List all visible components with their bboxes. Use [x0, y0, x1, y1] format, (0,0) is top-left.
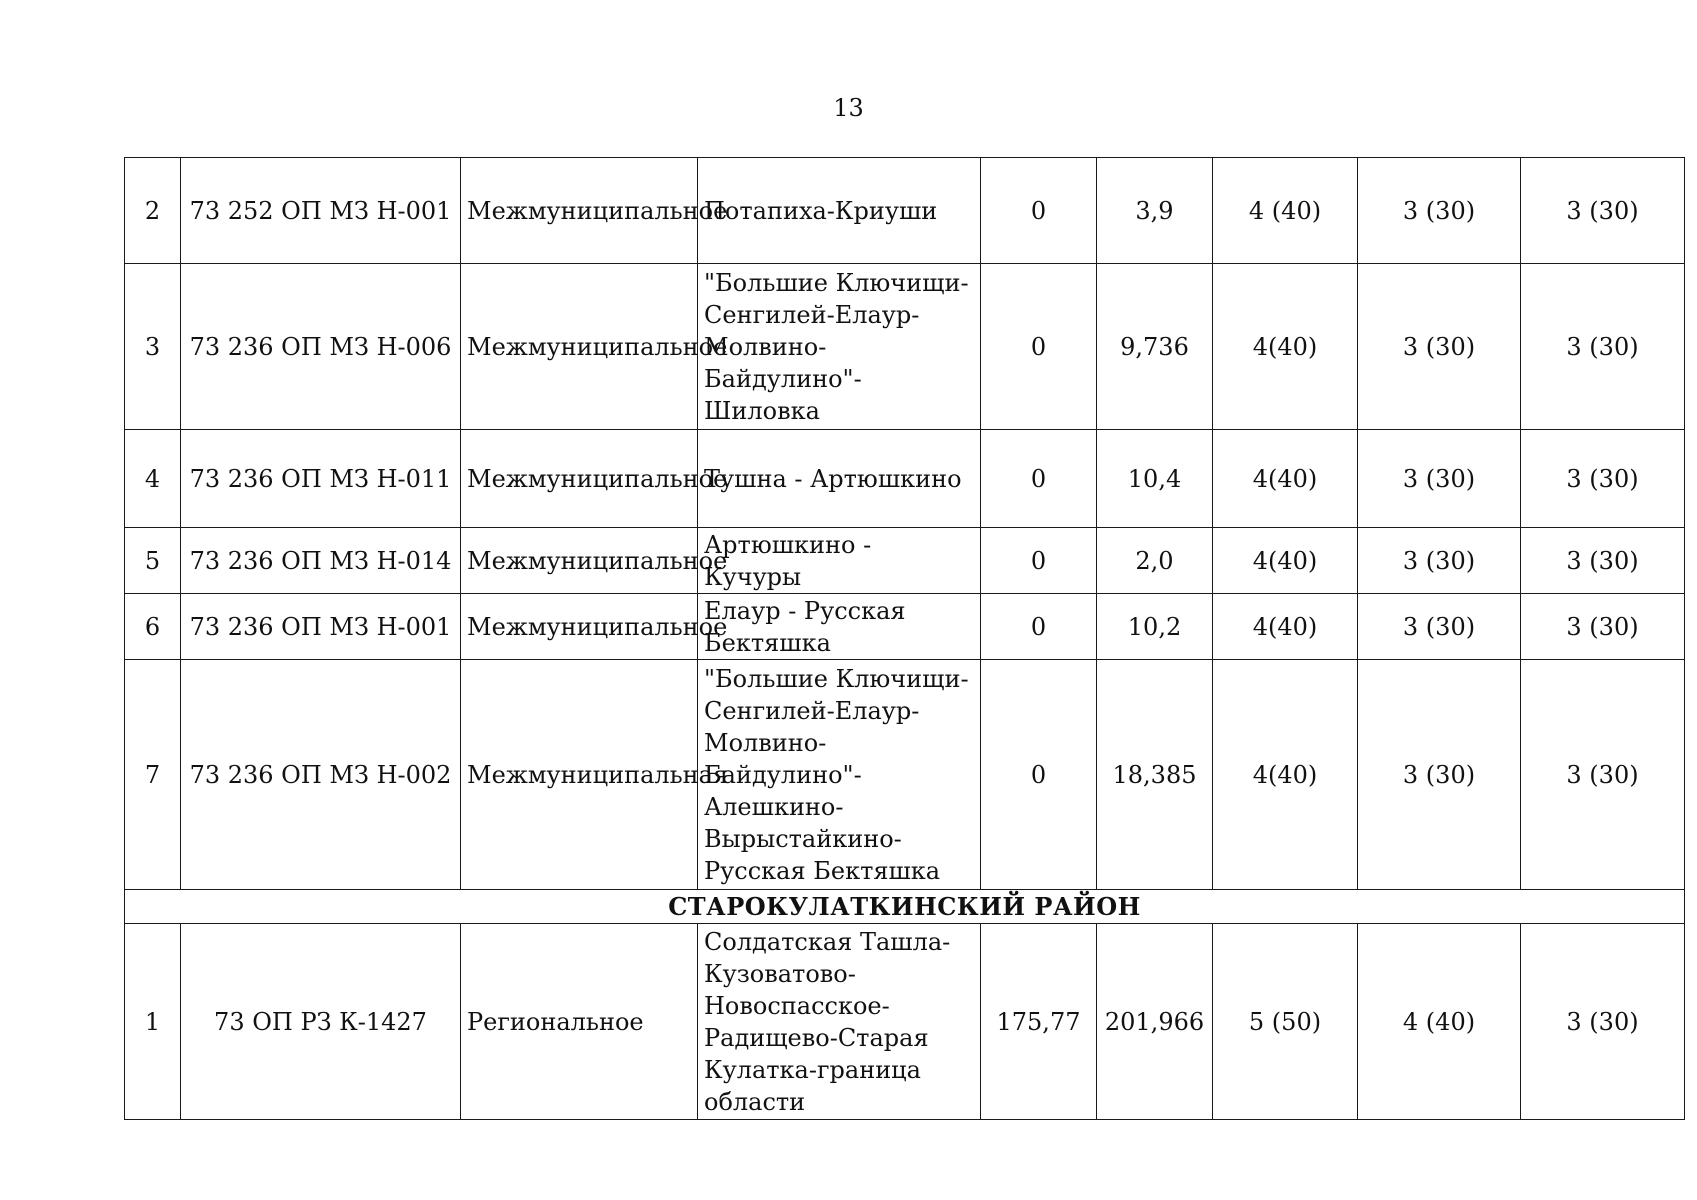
road-name: "Большие Ключищи-Сенгилей-Елаур-Молвино-Байдулино"-Шиловка — [698, 264, 981, 430]
row-number: 2 — [125, 158, 181, 264]
value-class-1: 5 (50) — [1213, 924, 1358, 1120]
road-significance: Региональное — [461, 924, 698, 1120]
table-row — [125, 924, 1685, 1120]
road-significance: Межмуниципальное — [461, 430, 698, 528]
value-class-2: 3 (30) — [1358, 430, 1521, 528]
road-name: Потапиха-Криуши — [698, 158, 981, 264]
value-class-2: 3 (30) — [1358, 594, 1521, 660]
value-class-3: 3 (30) — [1521, 430, 1685, 528]
value-end: 18,385 — [1097, 660, 1213, 890]
value-class-1: 4(40) — [1213, 430, 1358, 528]
value-start: 0 — [981, 264, 1097, 430]
roads-table — [124, 157, 1685, 1120]
road-code: 73 236 ОП МЗ Н-014 — [181, 528, 461, 594]
table-row — [125, 660, 1685, 890]
value-class-3: 3 (30) — [1521, 528, 1685, 594]
road-code: 73 236 ОП МЗ Н-011 — [181, 430, 461, 528]
road-name: Артюшкино - Кучуры — [698, 528, 981, 594]
value-class-1: 4 (40) — [1213, 158, 1358, 264]
value-class-2: 3 (30) — [1358, 528, 1521, 594]
value-class-3: 3 (30) — [1521, 660, 1685, 890]
road-code: 73 236 ОП МЗ Н-002 — [181, 660, 461, 890]
value-class-2: 3 (30) — [1358, 264, 1521, 430]
road-code: 73 252 ОП МЗ Н-001 — [181, 158, 461, 264]
table-row — [125, 430, 1685, 528]
value-start: 0 — [981, 158, 1097, 264]
value-class-3: 3 (30) — [1521, 158, 1685, 264]
table-row — [125, 264, 1685, 430]
value-start: 0 — [981, 430, 1097, 528]
road-code: 73 236 ОП МЗ Н-006 — [181, 264, 461, 430]
value-class-1: 4(40) — [1213, 528, 1358, 594]
value-class-3: 3 (30) — [1521, 924, 1685, 1120]
table-row — [125, 594, 1685, 660]
road-name: "Большие Ключищи-Сенгилей-Елаур-Молвино-Байдулино"-Алешкино-Вырыстайкино-Русская Бектяшка — [698, 660, 981, 890]
district-title: СТАРОКУЛАТКИНСКИЙ РАЙОН — [125, 890, 1685, 924]
value-class-3: 3 (30) — [1521, 594, 1685, 660]
value-class-1: 4(40) — [1213, 264, 1358, 430]
road-significance: Межмуниципальное — [461, 594, 698, 660]
value-class-1: 4(40) — [1213, 660, 1358, 890]
table-row — [125, 158, 1685, 264]
value-start: 175,77 — [981, 924, 1097, 1120]
value-class-2: 4 (40) — [1358, 924, 1521, 1120]
row-number: 7 — [125, 660, 181, 890]
row-number: 5 — [125, 528, 181, 594]
value-start: 0 — [981, 594, 1097, 660]
value-end: 201,966 — [1097, 924, 1213, 1120]
value-end: 9,736 — [1097, 264, 1213, 430]
road-significance: Межмуниципальное — [461, 528, 698, 594]
value-end: 2,0 — [1097, 528, 1213, 594]
row-number: 4 — [125, 430, 181, 528]
row-number: 6 — [125, 594, 181, 660]
value-start: 0 — [981, 660, 1097, 890]
road-code: 73 ОП РЗ К-1427 — [181, 924, 461, 1120]
value-class-1: 4(40) — [1213, 594, 1358, 660]
page-number: 13 — [833, 94, 864, 122]
row-number: 3 — [125, 264, 181, 430]
row-number: 1 — [125, 924, 181, 1120]
road-name: Солдатская Ташла-Кузоватово-Новоспасское-Радищево-Старая Кулатка-граница области — [698, 924, 981, 1120]
value-end: 10,4 — [1097, 430, 1213, 528]
district-header-row — [125, 890, 1685, 924]
road-significance: Межмуниципальное — [461, 158, 698, 264]
value-class-3: 3 (30) — [1521, 264, 1685, 430]
table-row — [125, 528, 1685, 594]
value-class-2: 3 (30) — [1358, 158, 1521, 264]
value-start: 0 — [981, 528, 1097, 594]
road-code: 73 236 ОП МЗ Н-001 — [181, 594, 461, 660]
road-significance: Межмуниципальная — [461, 660, 698, 890]
value-class-2: 3 (30) — [1358, 660, 1521, 890]
road-name: Елаур - Русская Бектяшка — [698, 594, 981, 660]
road-name: Тушна - Артюшкино — [698, 430, 981, 528]
value-end: 10,2 — [1097, 594, 1213, 660]
value-end: 3,9 — [1097, 158, 1213, 264]
road-significance: Межмуниципальное — [461, 264, 698, 430]
